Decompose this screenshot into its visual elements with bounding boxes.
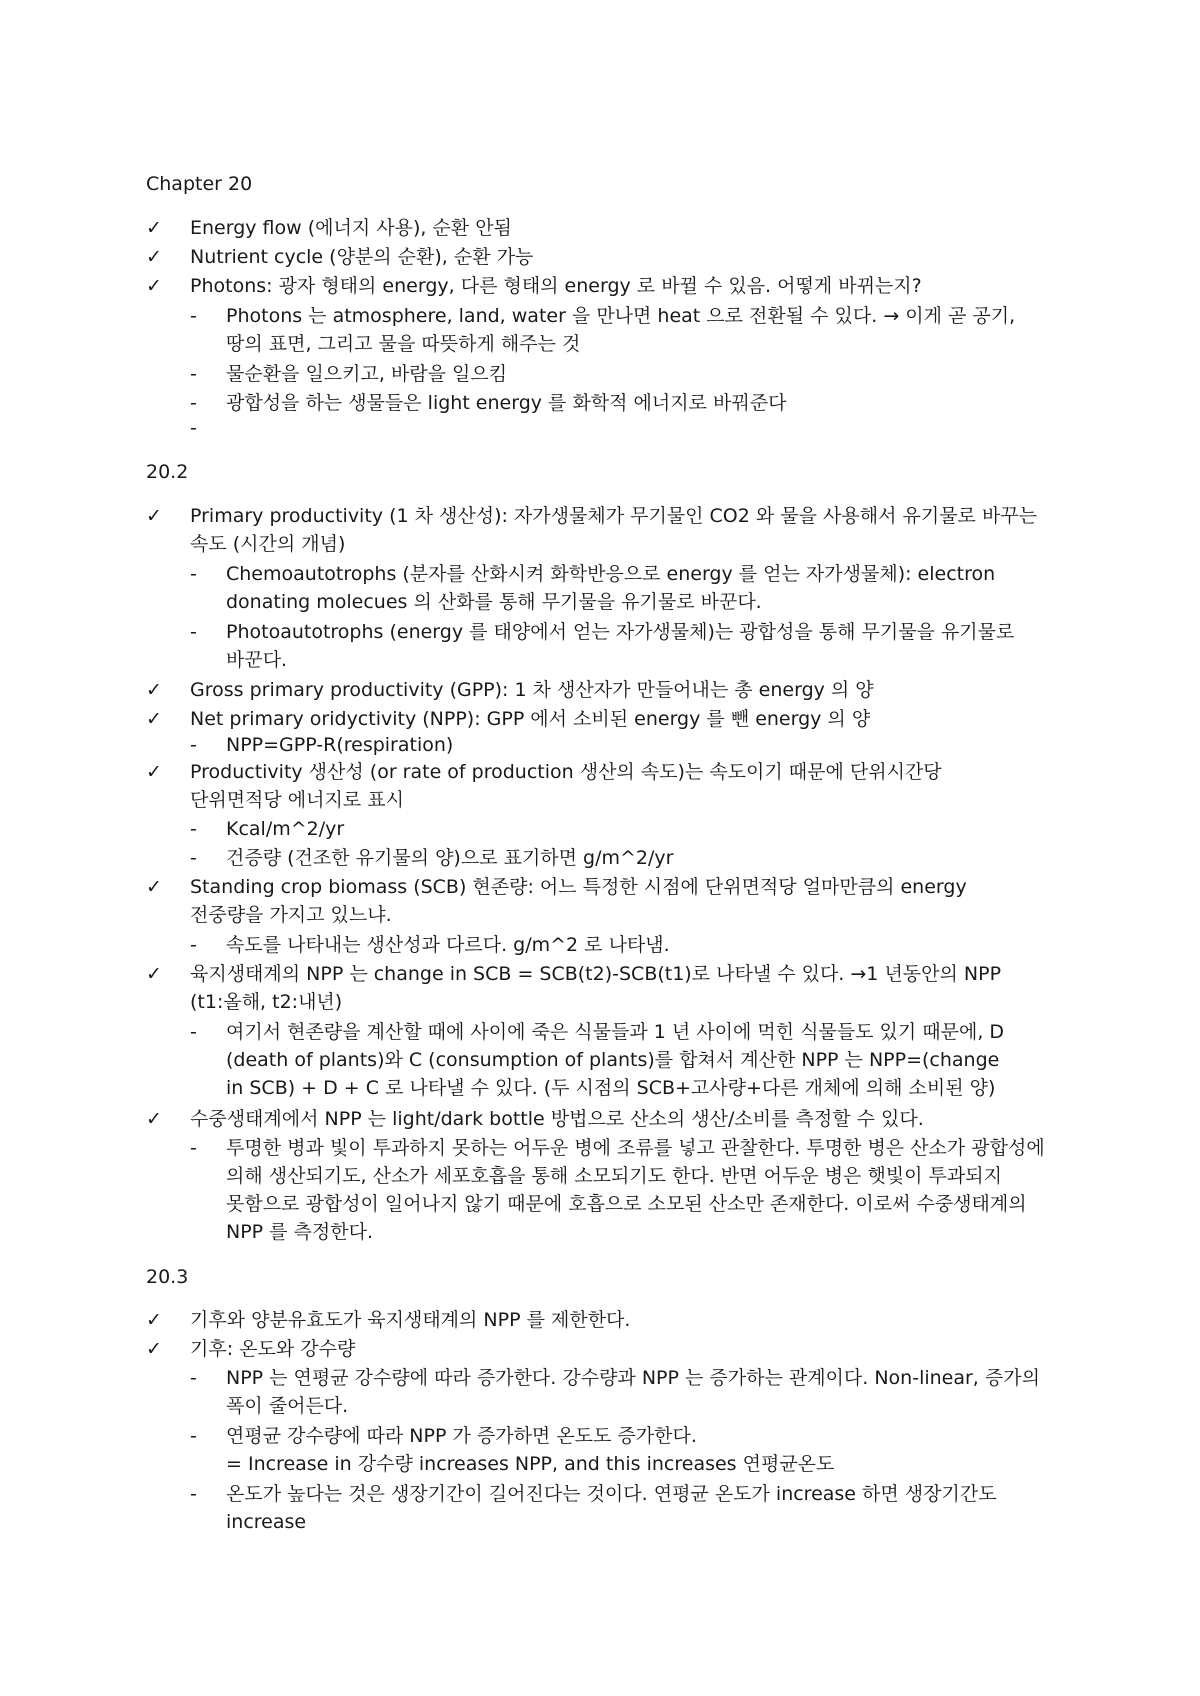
dash-bullet-icon: - <box>190 363 197 385</box>
checkmark-icon: ✓ <box>146 505 162 527</box>
text-line: 단위면적당 에너지로 표시 <box>190 789 404 811</box>
text-line: 기후와 양분유효도가 육지생태계의 NPP 를 제한한다. <box>190 1309 631 1331</box>
sub-item-text <box>226 560 1076 616</box>
text-line: 못함으로 광합성이 일어나지 않기 때문에 호흡으로 소모된 산소만 존재한다. 이로써 수중생태계의 <box>226 1193 1027 1215</box>
check-item-text <box>190 502 1080 558</box>
check-item-text <box>190 1105 1080 1133</box>
checkmark-icon: ✓ <box>146 876 162 898</box>
checkmark-icon: ✓ <box>146 275 162 297</box>
text-line: 속도 (시간의 개념) <box>190 533 346 555</box>
checkmark-icon: ✓ <box>146 246 162 268</box>
text-line: donating molecues 의 산화를 통해 무기물을 유기물로 바꾼다. <box>226 591 762 613</box>
text-line: Nutrient cycle (양분의 순환), 순환 가능 <box>190 246 534 268</box>
sub-item-text <box>226 1364 1076 1420</box>
checkmark-icon: ✓ <box>146 963 162 985</box>
check-item-text <box>190 1306 1080 1334</box>
text-line: 투명한 병과 빛이 투과하지 못하는 어두운 병에 조류를 넣고 관찰한다. 투명한 병은 산소가 광합성에 <box>226 1137 1045 1159</box>
sub-item-text <box>226 1134 1076 1246</box>
text-line: Chemoautotrophs (분자를 산화시켜 화학반응으로 energy 를 얻는 자가생물체): electron <box>226 563 996 585</box>
check-item-text <box>190 758 1080 814</box>
dash-bullet-icon: - <box>190 818 197 840</box>
dash-bullet-icon: - <box>190 1021 197 1043</box>
sub-item-text <box>226 1422 1076 1478</box>
text-line: Primary productivity (1 차 생산성): 자가생물체가 무기물인 CO2 와 물을 사용해서 유기물로 바꾸는 <box>190 505 1038 527</box>
text-line: 땅의 표면, 그리고 물을 따뜻하게 해주는 것 <box>226 333 581 355</box>
sub-item-text <box>226 731 1076 759</box>
checkmark-icon: ✓ <box>146 1338 162 1360</box>
text-line: Gross primary productivity (GPP): 1 차 생산자가 만들어내는 총 energy 의 양 <box>190 679 874 701</box>
sub-item-text <box>226 360 1076 388</box>
check-item-text <box>190 1335 1080 1363</box>
text-line: 물순환을 일으키고, 바람을 일으킴 <box>226 363 508 385</box>
dash-bullet-icon: - <box>190 1137 197 1159</box>
check-item-text <box>190 272 1080 300</box>
text-line: NPP 는 연평균 강수량에 따라 증가한다. 강수량과 NPP 는 증가하는 관계이다. Non-linear, 증가의 <box>226 1367 1040 1389</box>
text-line: 육지생태계의 NPP 는 change in SCB = SCB(t2)-SCB(t1)로 나타낼 수 있다. →1 년동안의 NPP <box>190 963 1002 985</box>
text-line: Standing crop biomass (SCB) 현존량: 어느 특정한 시점에 단위면적당 얼마만큼의 energy <box>190 876 967 898</box>
checkmark-icon: ✓ <box>146 708 162 730</box>
text-line: Energy flow (에너지 사용), 순환 안됨 <box>190 217 512 239</box>
check-item-text <box>190 705 1080 733</box>
dash-bullet-icon: - <box>190 1425 197 1447</box>
text-line: Photons 는 atmosphere, land, water 을 만나면 heat 으로 전환될 수 있다. → 이게 곧 공기, <box>226 305 1016 327</box>
check-item-text <box>190 676 1080 704</box>
text-line: 전중량을 가지고 있느냐. <box>190 904 392 926</box>
text-line: Photons: 광자 형태의 energy, 다른 형태의 energy 로 바뀔 수 있음. 어떻게 바뀌는지? <box>190 275 922 297</box>
sub-item-text <box>226 815 1076 843</box>
check-item-text <box>190 243 1080 271</box>
text-line: 건증량 (건조한 유기물의 양)으로 표기하면 g/m^2/yr <box>226 847 674 869</box>
text-line: 의해 생산되기도, 산소가 세포호흡을 통해 소모되기도 한다. 반면 어두운 병은 햇빛이 투과되지 <box>226 1165 1002 1187</box>
dash-bullet-icon: - <box>190 847 197 869</box>
text-line: 여기서 현존량을 계산할 때에 사이에 죽은 식물들과 1 년 사이에 먹힌 식물들도 있기 때문에, D <box>226 1021 1005 1043</box>
text-line: Kcal/m^2/yr <box>226 818 345 840</box>
text-line: increase <box>226 1511 307 1533</box>
sub-item-text <box>226 844 1076 872</box>
checkmark-icon: ✓ <box>146 1309 162 1331</box>
dash-bullet-icon: - <box>190 1367 197 1389</box>
dash-bullet-icon: - <box>190 392 197 414</box>
text-line: (t1:올해, t2:내년) <box>190 991 343 1013</box>
sub-item-text <box>226 1480 1076 1536</box>
text-line: 기후: 온도와 강수량 <box>190 1338 356 1360</box>
text-line: in SCB) + D + C 로 나타낼 수 있다. (두 시점의 SCB+고사량+다른 개체에 의해 소비된 양) <box>226 1077 996 1099</box>
checkmark-icon: ✓ <box>146 679 162 701</box>
dash-bullet-icon: - <box>190 621 197 643</box>
dash-bullet-icon: - <box>190 1483 197 1505</box>
check-item-text <box>190 960 1080 1016</box>
text-line: 폭이 줄어든다. <box>226 1395 349 1417</box>
check-item-text <box>190 214 1080 242</box>
check-item-text <box>190 873 1080 929</box>
dash-bullet-icon: - <box>190 934 197 956</box>
text-line: Photoautotrophs (energy 를 태양에서 얻는 자가생물체)는 광합성을 통해 무기물을 유기물로 <box>226 621 1015 643</box>
sub-item-text <box>226 1018 1076 1102</box>
text-line: 수중생태계에서 NPP 는 light/dark bottle 방법으로 산소의 생산/소비를 측정할 수 있다. <box>190 1108 924 1130</box>
section-title-chapter-20: Chapter 20 <box>146 173 253 195</box>
text-line: 속도를 나타내는 생산성과 다르다. g/m^2 로 나타냄. <box>226 934 670 956</box>
sub-item-text <box>226 931 1076 959</box>
dash-bullet-icon: - <box>190 305 197 327</box>
dash-bullet-icon: - <box>190 734 197 756</box>
sub-item-text <box>226 389 1076 417</box>
text-line: Net primary oridyctivity (NPP): GPP 에서 소비된 energy 를 뺀 energy 의 양 <box>190 708 871 730</box>
section-title-20-2: 20.2 <box>146 461 189 483</box>
text-line: 광합성을 하는 생물들은 light energy 를 화학적 에너지로 바꿔준다 <box>226 392 787 414</box>
text-line: = Increase in 강수량 increases NPP, and this increases 연평균온도 <box>226 1453 835 1475</box>
text-line: NPP 를 측정한다. <box>226 1221 374 1243</box>
checkmark-icon: ✓ <box>146 761 162 783</box>
text-line: 연평균 강수량에 따라 NPP 가 증가하면 온도도 증가한다. <box>226 1425 697 1447</box>
dash-bullet-icon: - <box>190 563 197 585</box>
dash-bullet-icon: - <box>190 417 197 439</box>
sub-item-text <box>226 618 1076 674</box>
text-line: NPP=GPP-R(respiration) <box>226 734 454 756</box>
section-title-20-3: 20.3 <box>146 1266 189 1288</box>
checkmark-icon: ✓ <box>146 217 162 239</box>
text-line: 바꾼다. <box>226 649 288 671</box>
text-line: 온도가 높다는 것은 생장기간이 길어진다는 것이다. 연평균 온도가 increase 하면 생장기간도 <box>226 1483 997 1505</box>
checkmark-icon: ✓ <box>146 1108 162 1130</box>
sub-item-text <box>226 302 1076 358</box>
text-line: (death of plants)와 C (consumption of plants)를 합쳐서 계산한 NPP 는 NPP=(change <box>226 1049 1000 1071</box>
text-line: Productivity 생산성 (or rate of production 생산의 속도)는 속도이기 때문에 단위시간당 <box>190 761 942 783</box>
